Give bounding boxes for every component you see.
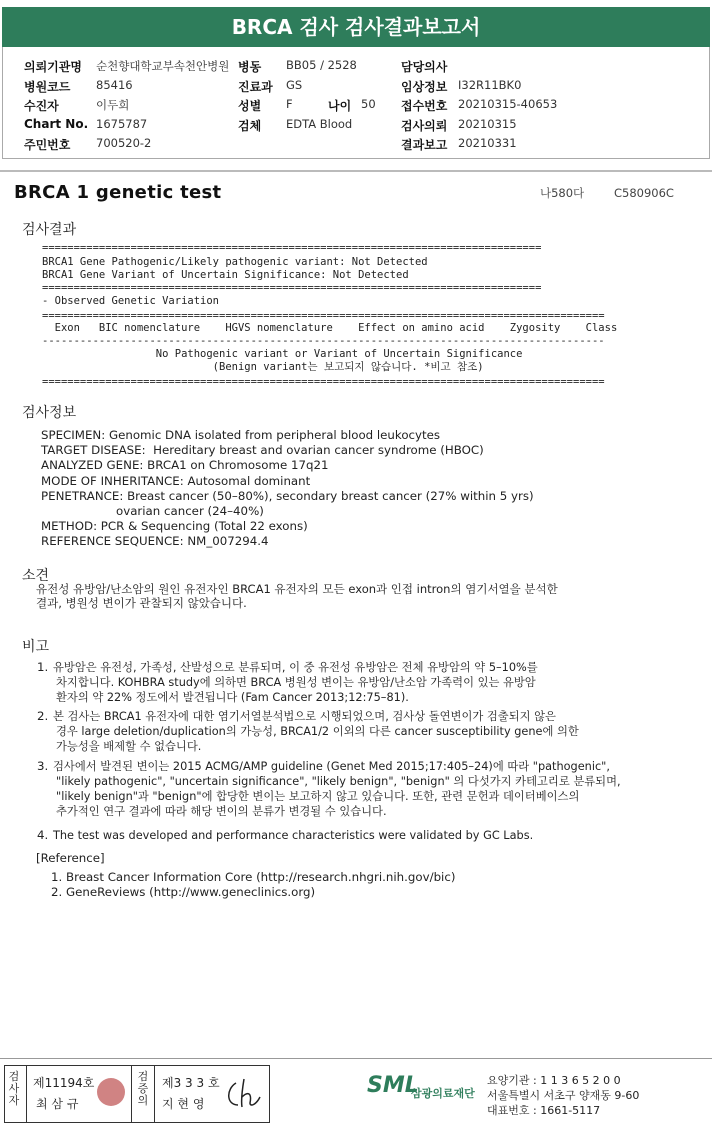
signature (222, 1075, 264, 1113)
info-line: MODE OF INHERITANCE: Autosomal dominant (41, 473, 311, 488)
chart-number-value: 1675787 (96, 117, 148, 131)
examiner-label: 검사자 (8, 1070, 20, 1107)
note-number: 3. (37, 759, 49, 773)
department-value: GS (286, 78, 303, 92)
specimen-value: EDTA Blood (286, 117, 353, 131)
result-line: ========================================================================================= (42, 310, 605, 322)
reference-item: 1. Breast Cancer Information Core (http://research.nhgri.nih.gov/bic) (51, 870, 456, 884)
note-line: 차지합니다. KOHBRA study에 의하면 BRCA 병원성 변이는 유방암/난소암 가족력이 있는 유방암 (56, 676, 536, 689)
note-number: 4. (37, 828, 49, 842)
sml-logo: SML (367, 1073, 419, 1098)
note-line: 유방암은 유전성, 가족성, 산발성으로 분류되며, 이 중 유전성 유방암은 전체 유방암의 약 5–10%를 (53, 661, 538, 674)
note-line: 환자의 약 22% 정도에서 발견됩니다 (Fam Cancer 2013;12:75–81). (56, 691, 409, 704)
info-line: ANALYZED GENE: BRCA1 on Chromosome 17q21 (41, 458, 329, 473)
test-title: BRCA 1 genetic test (14, 182, 222, 203)
result-line: No Pathogenic variant or Variant of Uncertain Significance (42, 348, 523, 360)
result-line: Exon BIC nomenclature HGVS nomenclature Effect on amino acid Zygosity Class (42, 322, 618, 334)
note-line: The test was developed and performance characteristics were validated by GC Labs. (53, 829, 534, 842)
receipt-number-value: 20210315-40653 (458, 97, 558, 111)
examiner-name: 최 삼 규 (36, 1097, 79, 1111)
resident-number-value: 700520-2 (96, 136, 152, 150)
result-line: ========================================================================================= (42, 376, 605, 388)
note-line: 가능성을 배제할 수 없습니다. (56, 740, 202, 753)
request-date-value: 20210315 (458, 117, 517, 131)
result-line: - Observed Genetic Variation (42, 295, 220, 307)
result-line: =============================================================================== (42, 242, 542, 254)
verifier-license: 제3 3 3 호 (162, 1076, 220, 1090)
findings-line: 유전성 유방암/난소암의 원인 유전자인 BRCA1 유전자의 모든 exon과 인접 intron의 염기서열을 분석한 (36, 582, 558, 596)
hospital-code-value: 85416 (96, 78, 133, 92)
org-phone: 대표번호 : 1661-5117 (487, 1104, 601, 1117)
age-value: 50 (361, 97, 376, 111)
result-line: BRCA1 Gene Pathogenic/Likely pathogenic variant: Not Detected (42, 256, 428, 268)
report-title: BRCA 검사 검사결과보고서 (2, 7, 710, 47)
note-line: "likely pathogenic", "uncertain significance", "likely benign", "benign" 의 다섯가지 카테고리로 분류되며, (56, 775, 621, 788)
sex-value: F (286, 97, 293, 111)
result-line: =============================================================================== (42, 282, 542, 294)
result-line: ----------------------------------------------------------------------------------------- (42, 335, 605, 347)
result-line: BRCA1 Gene Variant of Uncertain Significance: Not Detected (42, 269, 409, 281)
test-code: 나580다 (540, 186, 585, 200)
report-date-value: 20210331 (458, 136, 517, 150)
section-title-findings: 소견 (22, 568, 50, 584)
examiner-license: 제11194호 (33, 1076, 95, 1090)
verifier-name: 지 현 영 (162, 1097, 205, 1111)
info-line: METHOD: PCR & Sequencing (Total 22 exons) (41, 519, 308, 534)
section-title-info: 검사정보 (22, 405, 77, 421)
seal-stamp (97, 1078, 125, 1106)
section-title-result: 검사결과 (22, 222, 77, 238)
note-line: "likely benign"과 "benign"에 합당한 변이는 보고하지 않고 있습니다. 또한, 관련 문헌과 데이터베이스의 (56, 790, 580, 803)
ward-value: BB05 / 2528 (286, 58, 357, 72)
patient-name-value: 이두희 (96, 98, 130, 112)
report-page: BRCA 검사 검사결과보고서 의뢰기관명 순천향대학교부속천안병원 병동 BB05 / 2528 담당의사 병원코드 85416 진료과 GS 임상정보 I32R11BK0 수진자 이두희 성별 F 나이 50 접수번호 20210315-40653 Chart No. 1675787 검체 EDTA Blood 검사의뢰 20210315 주민번호 700520-2 결과보고 20210331 BRCA 1 genetic test 나580다 C580906C 검사결과 =============================================================================== BRCA1 Gene Pathogenic/Likely pathogenic variant: Not Detected BRCA1 Gene Variant of Uncertain Significance: Not Detected =============================================================================== - Observed Genetic Variation ========================================================================================= Exon BIC nomenclature HGVS nomenclature Effect on amino acid Zygosity Class ----------------------------------------------------------------------------------------- No Pathogenic variant or Variant of Uncertain Significance (Benign variant는 보고되지 않습니다. *비고 참조) ========================================================================================= 검사정보 SPECIMEN: Genomic DNA isolated from peripheral blood leukocytes TARGET DISEASE: Hereditary breast and ovarian cancer syndrome (HBOC) ANALYZED GENE: BRCA1 on Chromosome 17q21 MODE OF INHERITANCE: Autosomal dominant PENETRANCE: Breast cancer (50–80%), secondary breast cancer (27% within 5 yrs) ovarian cancer (24–40%) METHOD: PCR & Sequencing (Total 22 exons) REFERENCE SEQUENCE: NM_007294.4 소견 유전성 유방암/난소암의 원인 유전자인 BRCA1 유전자의 모든 exon과 인접 intron의 염기서열을 분석한 결과, 병원성 변이가 관찰되지 않았습니다. 비고 1. 유방암은 유전성, 가족성, 산발성으로 분류되며, 이 중 유전성 유방암은 전체 유방암의 약 5–10%를 차지합니다. KOHBRA study에 의하면 BRCA 병원성 변이는 유방암/난소암 가족력이 있는 유방암 환자의 약 22% 정도에서 발견됩니다 (Fam Cancer 2013;12:75–81). 2. 본 검사는 BRCA1 유전자에 대한 염기서열분석법으로 시행되었으며, 검사상 돌연변이가 검출되지 않은 경우 large deletion/duplication의 가능성, BRCA1/2 이외의 다른 cancer susceptibility gene에 의한 가능성을 배제할 수 없습니다. 3. 검사에서 발견된 변이는 2015 ACMG/AMP guideline (Genet Med 2015;17:405–24)에 따라 "pathogenic", "likely pathogenic", "uncertain significance", "likely benign", "benign" 의 다섯가지 카테고리로 분류되며, "likely benign"과 "benign"에 합당한 변이는 보고하지 않고 있습니다. 또한, 관련 문헌과 데이터베이스의 추가적인 연구 결과에 따라 해당 변이의 분류가 변경될 수 있습니다. 4. The test was developed and performance characteristics were validated by GC Labs. [Reference] 1. Breast Cancer Information Core (http://research.nhgri.nih.gov/bic) 2. GeneReviews (http://www.geneclinics.org) 검사자 제11194호 최 삼 규 검증의 제3 3 3 호 지 현 영 SML 삼광의료재단 요양기관 : 1 1 3 6 5 2 0 0 서울특별시 서초구 양재동 9-60 대표번호 : 1661-5117 (0, 0, 712, 1128)
reference-item: 2. GeneReviews (http://www.geneclinics.org) (51, 885, 316, 899)
info-line: REFERENCE SEQUENCE: NM_007294.4 (41, 534, 269, 549)
note-line: 검사에서 발견된 변이는 2015 ACMG/AMP guideline (Genet Med 2015;17:405–24)에 따라 "pathogenic", (53, 760, 610, 773)
findings-line: 결과, 병원성 변이가 관찰되지 않았습니다. (36, 596, 247, 610)
section-title-remarks: 비고 (22, 639, 50, 655)
result-line: (Benign variant는 보고되지 않습니다. *비고 참조) (42, 361, 484, 373)
institution-value: 순천향대학교부속천안병원 (96, 59, 230, 73)
note-number: 2. (37, 709, 49, 723)
test-id: C580906C (614, 186, 674, 200)
note-line: 경우 large deletion/duplication의 가능성, BRCA1/2 이외의 다른 cancer susceptibility gene에 의한 (56, 725, 579, 738)
sml-org-name: 삼광의료재단 (411, 1087, 475, 1100)
note-number: 1. (37, 660, 49, 674)
info-line: TARGET DISEASE: Hereditary breast and ovarian cancer syndrome (HBOC) (41, 443, 484, 458)
note-line: 본 검사는 BRCA1 유전자에 대한 염기서열분석법으로 시행되었으며, 검사상 돌연변이가 검출되지 않은 (53, 710, 556, 723)
org-code: 요양기관 : 1 1 3 6 5 2 0 0 (487, 1074, 621, 1087)
note-line: 추가적인 연구 결과에 따라 해당 변이의 분류가 변경될 수 있습니다. (56, 805, 387, 818)
clinical-info-value: I32R11BK0 (458, 78, 522, 92)
reference-title: [Reference] (36, 851, 105, 865)
footer-divider (0, 1058, 712, 1059)
header-row: 의뢰기관명 (24, 60, 82, 74)
footer (4, 1065, 708, 1123)
org-address: 서울특별시 서초구 양재동 9-60 (487, 1089, 640, 1102)
info-line: ovarian cancer (24–40%) (41, 504, 264, 518)
info-line: PENETRANCE: Breast cancer (50–80%), secondary breast cancer (27% within 5 yrs) (41, 488, 534, 503)
info-line: SPECIMEN: Genomic DNA isolated from peripheral blood leukocytes (41, 428, 441, 442)
verifier-label: 검증의 (137, 1070, 149, 1107)
divider (0, 170, 712, 172)
